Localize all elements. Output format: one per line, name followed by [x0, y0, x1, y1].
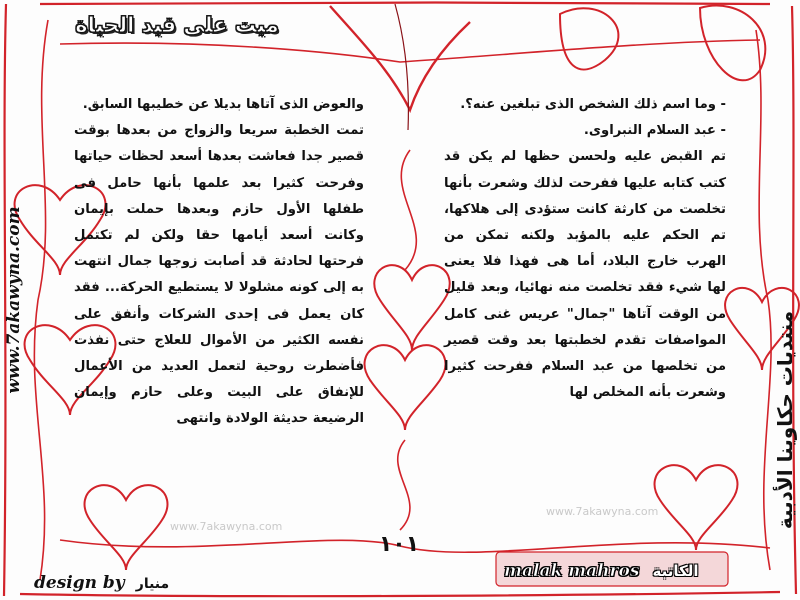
frame-top-flourish-dark	[395, 4, 408, 130]
frame-top-right-heart-2	[700, 6, 765, 81]
frame-top-band-inner	[60, 40, 760, 62]
page-number: ١٠١	[378, 532, 420, 557]
frame-center-heart-upper	[374, 265, 449, 350]
design-by-label: design by	[34, 573, 125, 593]
paragraph-question: - وما اسم ذلك الشخص الذى تبلغين عنه؟.	[460, 97, 726, 112]
side-forum-name: منتديات حكاوينا الأدبية	[773, 310, 797, 530]
design-credit	[34, 570, 184, 596]
right-text-column	[444, 92, 726, 406]
watermark-left: www.7akawyna.com	[170, 520, 283, 533]
paragraph-narrative: تم القبض عليه ولحسن حظها لم يكن قد كتب كتابه عليها ففرحت لذلك وشعرت بأنها تخلصت من كارثة كانت ستؤدى إلى هلاكها، تم الحكم عليه بالمؤبد ولكنه تمكن من الهرب خارج البلاد، أما هى فهذا فلا يعنى لها شيء فقد تخلصت منه نهائيا، وبعد قليل من الوقت آتاها "جمال" عريس غنى كامل المواصفات تقدم لخطبتها بعد وقت قصير من تخلصها من عبد السلام ففرحت كثيرا وشعرت بأنه المخلص لها	[444, 149, 726, 401]
frame-left-band-inner	[34, 20, 48, 580]
frame-top-right-heart	[560, 8, 618, 69]
frame-bottom-right-heart	[655, 465, 738, 550]
author-name: malak mahros	[504, 561, 640, 581]
author-credit	[504, 558, 724, 584]
frame-center-swirl	[401, 150, 416, 270]
left-text-column	[74, 92, 364, 433]
paragraph-continuation: والعوض الذى آتاها بديلا عن خطيبها السابق.	[82, 97, 364, 112]
page-title: ميت على قيد الحياة	[75, 13, 279, 37]
frame-top-band	[40, 3, 770, 5]
paragraph-answer: - عبد السلام النبراوى.	[583, 123, 726, 139]
watermark-right: www.7akawyna.com	[546, 505, 659, 518]
frame-center-swirl-lower	[398, 440, 410, 530]
paragraph-narrative: تمت الخطبة سريعا والزواج من بعدها بوقت قصير جدا فعاشت بعدها أسعد لحظات حياتها وفرحت كثيرا بعد علمها بأنها حامل فى طفلها الأول حازم وبعدها حملت بإيمان وكانت أسعد أيامها حقا ولكن لم تكتمل فرحتها لحادثة قد أصابت زوجها جمال انتهت به إلى كونه مشلولا لا يستطيع الحركة... فقد كان يعمل فى إحدى الشركات وأنفق على نفسه الكثير من الأموال للعلاج حتى نفذت فأضطرت روحية لتعمل العديد من الأعمال للإنفاق على البيت وعلى حازم وإيمان الرضيعة حديثة الولادة وانتهى	[74, 123, 364, 427]
designer-name: منيار	[135, 576, 170, 592]
frame-bottom-left-heart	[85, 485, 168, 570]
author-label: الكاتبة	[652, 562, 699, 580]
frame-center-heart-mid	[365, 345, 446, 430]
side-website-url: www.7akawyna.com	[4, 206, 24, 394]
